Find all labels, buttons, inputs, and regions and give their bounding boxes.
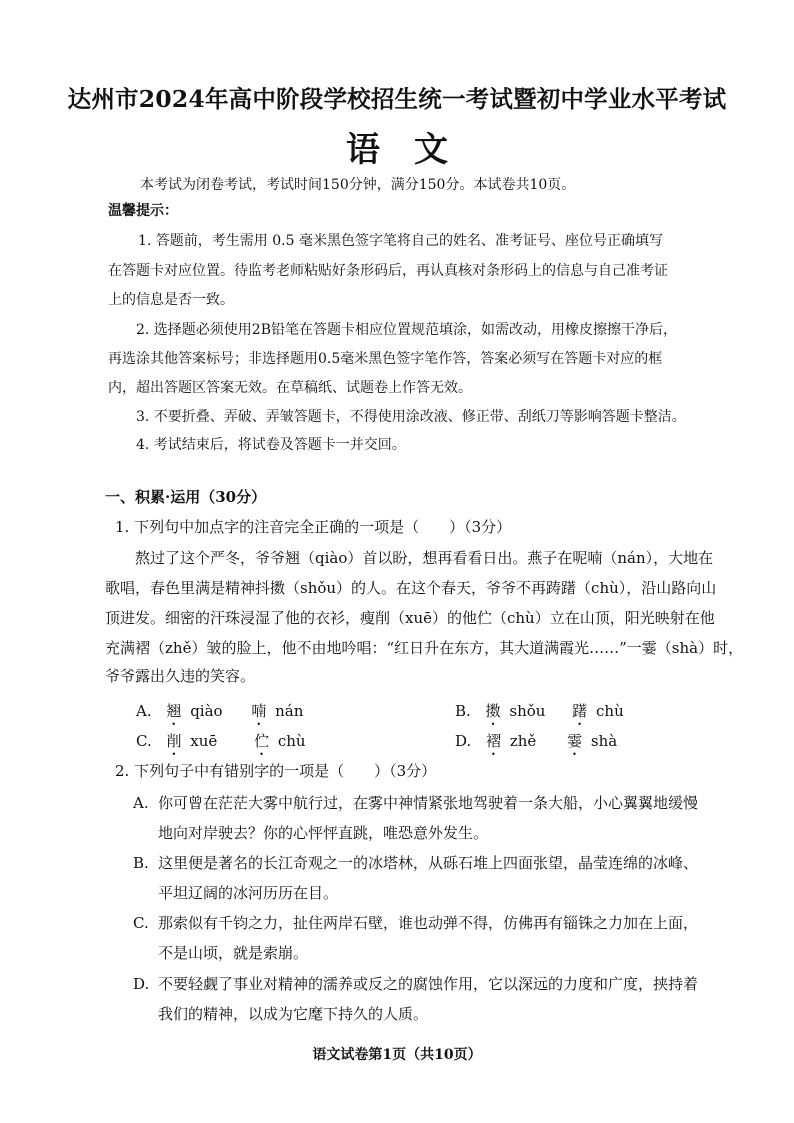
q1-option-c[interactable] <box>136 730 306 759</box>
section-heading: 一、积累·运用（30分） <box>105 488 267 506</box>
subject-title: 语 文 <box>346 130 448 170</box>
option-label: A. <box>133 794 149 812</box>
tip-line: 2. 选择题必须使用2B铅笔在答题卡相应位置规范填涂，如需改动，用橡皮擦擦干净后， <box>136 322 678 338</box>
tips-heading: 温馨提示： <box>108 203 178 219</box>
q1-option-b[interactable] <box>455 700 624 729</box>
question-2-stem: 2. 下列句子中有错别字的一项是（ ）（3分） <box>115 762 437 780</box>
exam-title: 达州市2024年高中阶段学校招生统一考试暨初中学业水平考试 <box>67 85 727 113</box>
tip-line: 上的信息是否一致。 <box>108 292 234 308</box>
option-label: D. <box>133 975 150 993</box>
option-text-line: 我们的精神，以成为它麾下持久的人质。 <box>158 1005 429 1023</box>
option-pinyin: nán <box>275 702 304 720</box>
tip-line: 1. 答题前，考生需用 0.5 毫米黑色签字笔将自己的姓名、准考证号、座位号正确填写 <box>138 233 663 249</box>
option-pinyin: chù <box>596 702 624 720</box>
q1-option-a[interactable] <box>136 700 303 729</box>
passage-line: 熬过了这个严冬，爷爷翘（qiào）首以盼，想再看看日出。燕子在呢喃（nán），大地在 <box>135 549 714 567</box>
option-pinyin: zhě <box>509 732 537 750</box>
option-char: 喃 <box>251 702 267 720</box>
tip-line: 在答题卡对应位置。待监考老师粘贴好条形码后，再认真核对条形码上的信息与自己准考证 <box>108 263 668 279</box>
passage-line: 顶进发。细密的汗珠浸湿了他的衣衫，瘦削（xuē）的他伫（chù）立在山顶，阳光映射在他 <box>105 609 715 627</box>
passage-line: 歌唱，春色里满是精神抖擞（shǒu）的人。在这个春天，爷爷不再踌躇（chù），沿山路向山 <box>105 579 717 597</box>
option-char: 伫 <box>254 732 270 750</box>
option-text-line: 那索似有千钧之力，扯住两岸石壁，谁也动弹不得，仿佛再有锱铢之力加在上面， <box>158 914 699 932</box>
option-label: A. <box>136 702 152 720</box>
option-char: 霎 <box>567 732 583 750</box>
exam-intro: 本考试为闭卷考试，考试时间150分钟，满分150分。本试卷共10页。 <box>140 177 576 193</box>
option-pinyin: shà <box>590 732 618 750</box>
passage-line: 充满褶（zhě）皱的脸上，他不由地吟唱：“红日升在东方，其大道满霞光……”一霎（shà）时， <box>105 639 744 657</box>
option-label: D. <box>455 732 472 750</box>
question-1-stem: 1. 下列句中加点字的注音完全正确的一项是（ ）（3分） <box>115 518 512 536</box>
option-char: 躇 <box>572 702 588 720</box>
option-text-line: 不要轻觑了事业对精神的濡养或反之的腐蚀作用，它以深远的力度和广度，挟持着 <box>158 975 699 993</box>
option-char: 翘 <box>166 702 182 720</box>
option-pinyin: qiào <box>190 702 223 720</box>
page-footer: 语文试卷第1页（共10页） <box>312 1047 482 1063</box>
passage-line: 爷爷露出久违的笑容。 <box>105 667 256 685</box>
option-pinyin: chù <box>277 732 306 750</box>
option-text-line: 平坦辽阔的冰河历历在目。 <box>158 884 339 902</box>
option-char: 褶 <box>486 732 502 750</box>
option-label: C. <box>133 914 149 932</box>
option-pinyin: xuē <box>190 732 218 750</box>
tip-line: 4. 考试结束后，将试卷及答题卡一并交回。 <box>136 437 406 453</box>
option-label: B. <box>133 854 149 872</box>
option-label: C. <box>136 732 152 750</box>
option-text-line: 这里便是著名的长江奇观之一的冰塔林，从砾石堆上四面张望，晶莹连绵的冰峰、 <box>158 854 699 872</box>
option-text-line: 地向对岸驶去？你的心怦怦直跳，唯恐意外发生。 <box>158 824 489 842</box>
option-char: 擞 <box>485 702 501 720</box>
tip-line: 内，超出答题区答案无效。在草稿纸、试题卷上作答无效。 <box>108 380 472 396</box>
option-text-line: 你可曾在茫茫大雾中航行过，在雾中神情紧张地驾驶着一条大船，小心翼翼地缓慢 <box>158 794 699 812</box>
q1-option-d[interactable] <box>455 730 617 759</box>
option-label: B. <box>455 702 471 720</box>
option-text-line: 不是山顷，就是索崩。 <box>158 944 309 962</box>
option-pinyin: shǒu <box>509 702 546 720</box>
tip-line: 3. 不要折叠、弄破、弄皱答题卡，不得使用涂改液、修正带、刮纸刀等影响答题卡整洁。 <box>136 409 686 425</box>
tip-line: 再选涂其他答案标号；非选择题用0.5毫米黑色签字笔作答，答案必须写在答题卡对应的框 <box>108 351 663 367</box>
option-char: 削 <box>166 732 182 750</box>
